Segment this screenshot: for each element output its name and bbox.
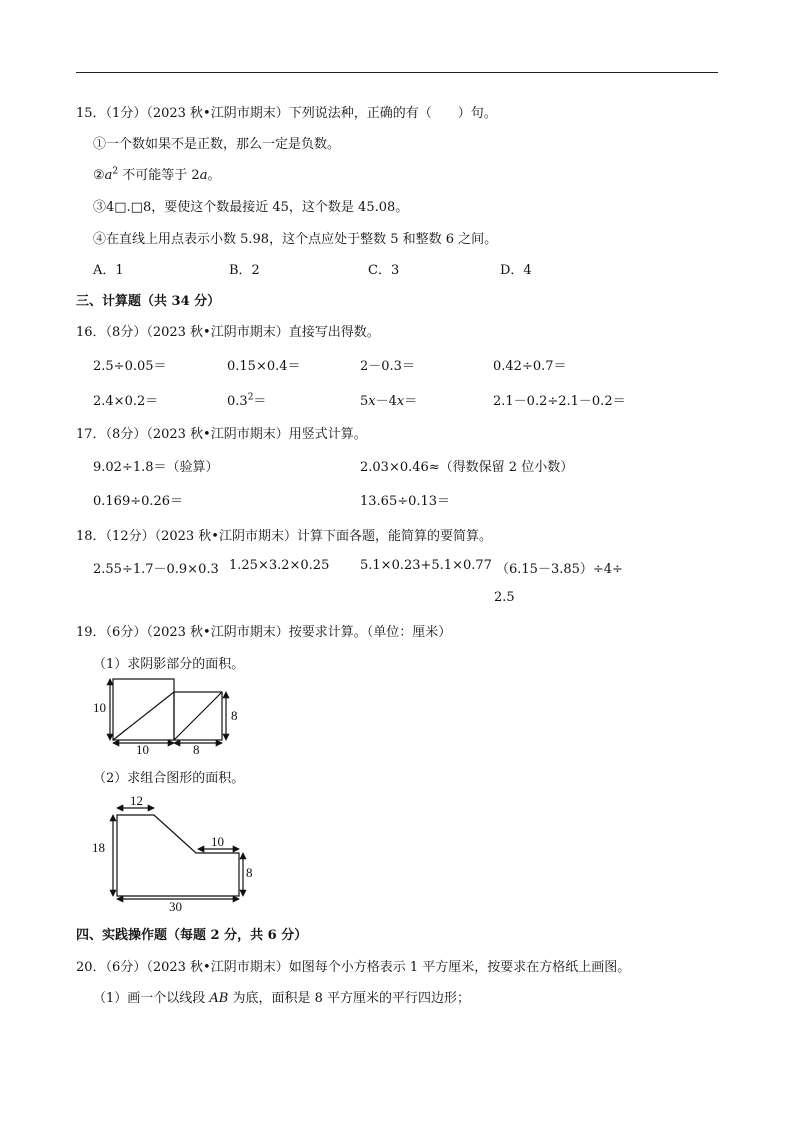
q20-stem: 20．（6分）（2023 秋•江阴市期末）如图每个小方格表示 1 平方厘米，按要求在方格纸上画图。 [76,960,631,975]
q18-item: 1.25×3.2×0.25 [229,558,330,573]
q15-option-a: A．1 [93,263,124,278]
fig2-label-right: 8 [246,865,253,880]
fig1-label-bottom-1: 10 [136,742,149,757]
q16-item: 5x－4x＝ [360,394,418,409]
q15-option-b: B．2 [229,263,260,278]
fig2-label-left: 18 [92,840,105,855]
header-rule [76,72,718,73]
q16-item: 2.5÷0.05＝ [93,359,167,374]
fig1-label-bottom-2: 8 [193,742,200,757]
q17-item: 13.65÷0.13＝ [360,494,451,509]
q15-statement-2: $②a^2$ 不可能等于 2a。 [93,166,221,183]
q18-item-continuation: 2.5 [494,590,515,605]
q15-statement-4: ④在直线上用点表示小数 5.98，这个点应处于整数 5 和整数 6 之间。 [93,232,498,247]
fig2-label-top: 12 [130,793,143,808]
q17-item: 2.03×0.46≈（得数保留 2 位小数） [360,460,574,475]
q16-item: $0.3^2=$ [227,392,267,409]
q16-item: 2－0.3＝ [360,359,415,374]
diagonal-1 [113,692,174,740]
q19-part-1: （1）求阴影部分的面积。 [93,657,245,672]
q17-item: 9.02÷1.8＝（验算） [93,460,219,475]
q18-item: 5.1×0.23+5.1×0.77 [360,558,492,573]
q20-part-1: （1）画一个以线段 AB 为底，面积是 8 平方厘米的平行四边形； [93,991,471,1006]
q15-stem: 15．（1分）（2023 秋•江阴市期末）下列说法种，正确的有（ ）句。 [76,106,497,121]
q16-item: 0.15×0.4＝ [227,359,301,374]
q19-part-2: （2）求组合图形的面积。 [93,771,245,786]
composite-outline [117,815,239,896]
q15-option-d: D．4 [500,263,532,278]
q18-item: 2.55÷1.7－0.9×0.3 [93,562,219,577]
q15-statement-3: ③4□.□8，要使这个数最接近 45，这个数是 45.08。 [93,200,409,215]
section-4-heading: 四、实践操作题（每题 2 分，共 6 分） [76,928,308,943]
q16-item: 2.1－0.2÷2.1－0.2＝ [493,394,626,409]
q15-option-c: C．3 [368,263,400,278]
q16-item: 0.42÷0.7＝ [493,359,567,374]
figure-composite-shape [85,790,260,915]
fig1-label-left: 10 [93,700,106,715]
big-square [113,679,174,740]
q19-stem: 19．（6分）（2023 秋•江阴市期末）按要求计算。（单位：厘米） [76,625,452,640]
fig2-label-mid: 10 [211,834,224,849]
figure-shaded-area [85,674,255,764]
q16-stem: 16．（8分）（2023 秋•江阴市期末）直接写出得数。 [76,325,380,340]
fig1-label-right: 8 [231,708,238,723]
q18-stem: 18．（12分）（2023 秋•江阴市期末）计算下面各题，能简算的要简算。 [76,529,492,544]
q17-stem: 17．（8分）（2023 秋•江阴市期末）用竖式计算。 [76,427,367,442]
q18-item: （6.15－3.85）÷4÷ [496,562,623,577]
q16-item: 2.4×0.2＝ [93,394,159,409]
q17-item: 0.169÷0.26＝ [93,494,184,509]
section-3-heading: 三、计算题（共 34 分） [76,294,221,309]
q15-statement-1: ①一个数如果不是正数，那么一定是负数。 [93,137,341,152]
fig2-label-bottom: 30 [169,899,182,914]
diagonal-2 [174,692,222,740]
